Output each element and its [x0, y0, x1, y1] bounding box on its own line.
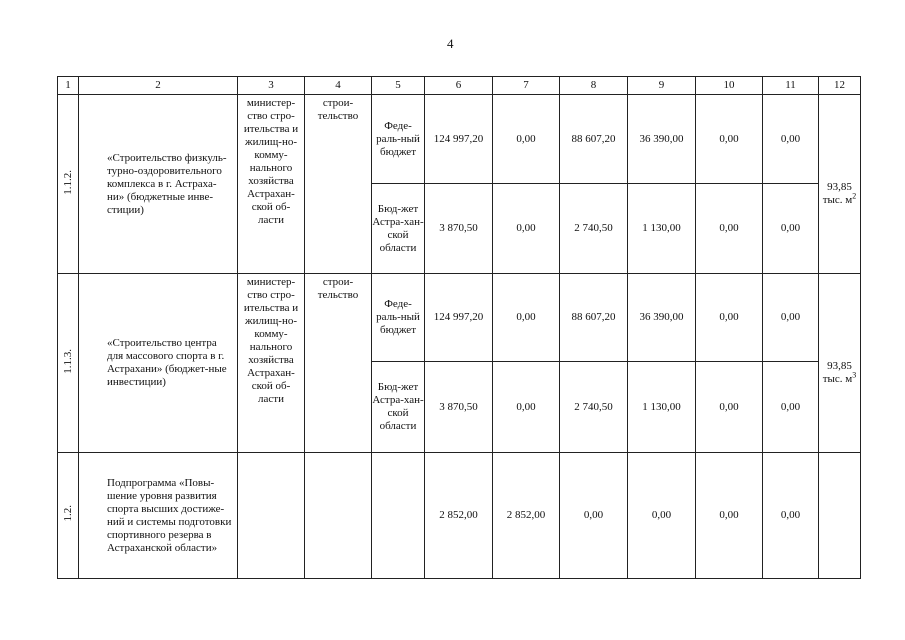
value-cell: 3 870,50: [425, 184, 493, 274]
result-unit: тыс. м: [822, 194, 853, 206]
value-cell: 0,00: [493, 274, 560, 362]
col-header: 7: [493, 77, 560, 95]
section-cell: строи-тельство: [305, 274, 372, 453]
header-row: [58, 77, 861, 95]
responsible-cell: [238, 453, 305, 579]
value-cell: 0,00: [696, 362, 763, 453]
value-cell: 0,00: [628, 453, 696, 579]
result-indicator: [823, 181, 857, 207]
row-name: Подпрограмма «Повы-шение уровня развития спорта высших достиже-ний и системы подготовки спортивного резерва в Астраханской области»: [79, 453, 238, 579]
value-cell: 124 997,20: [425, 95, 493, 184]
result-cell: [819, 274, 861, 453]
section-cell: строи-тельство: [305, 95, 372, 274]
value-cell: 1 130,00: [628, 184, 696, 274]
source-cell: [372, 453, 425, 579]
value-cell: 0,00: [763, 453, 819, 579]
value-cell: 36 390,00: [628, 274, 696, 362]
source-cell: Бюд-жет Астра-хан-ской области: [372, 362, 425, 453]
value-cell: 0,00: [696, 184, 763, 274]
col-header: 2: [79, 77, 238, 95]
col-header: 5: [372, 77, 425, 95]
table-row: [58, 274, 861, 362]
col-header: 10: [696, 77, 763, 95]
source-cell: Бюд-жет Астра-хан-ской области: [372, 184, 425, 274]
row-number: 1.2.: [61, 505, 74, 522]
col-header: 11: [763, 77, 819, 95]
row-name: «Строительство центра для массового спорта в г. Астрахани» (бюджет-ные инвестиции): [79, 274, 238, 453]
source-cell: Феде-раль-ный бюджет: [372, 274, 425, 362]
responsible-cell: министер-ство стро-ительства и жилищ-но-комму-нального хозяйства Астрахан-ской об-ласти: [238, 95, 305, 274]
col-header: 6: [425, 77, 493, 95]
value-cell: 1 130,00: [628, 362, 696, 453]
result-unit-exponent: 3: [852, 370, 857, 380]
row-number-cell: [58, 274, 79, 453]
result-unit: тыс. м: [822, 373, 853, 385]
value-cell: 36 390,00: [628, 95, 696, 184]
responsible-cell: министер-ство стро-ительства и жилищ-но-комму-нального хозяйства Астрахан-ской об-ласти: [238, 274, 305, 453]
value-cell: 2 852,00: [425, 453, 493, 579]
page-number: 4: [447, 36, 454, 51]
row-name: «Строительство физкуль-турно-оздоровительного комплекса в г. Астраха-ни» (бюджетные инве-стиции): [79, 95, 238, 274]
value-cell: 2 852,00: [493, 453, 560, 579]
row-number-cell: [58, 95, 79, 274]
row-number-cell: [58, 453, 79, 579]
budget-table: [57, 76, 861, 579]
value-cell: 124 997,20: [425, 274, 493, 362]
col-header: 4: [305, 77, 372, 95]
source-cell: Феде-раль-ный бюджет: [372, 95, 425, 184]
value-cell: 2 740,50: [560, 184, 628, 274]
table-row: [58, 95, 861, 184]
result-value: 93,85: [827, 360, 852, 372]
value-cell: 88 607,20: [560, 274, 628, 362]
row-number: 1.1.2.: [61, 169, 74, 195]
col-header: 12: [819, 77, 861, 95]
value-cell: 0,00: [493, 95, 560, 184]
section-cell: [305, 453, 372, 579]
value-cell: 0,00: [493, 184, 560, 274]
result-cell: [819, 95, 861, 274]
row-number: 1.1.3.: [61, 348, 74, 374]
value-cell: 0,00: [763, 95, 819, 184]
value-cell: 0,00: [763, 274, 819, 362]
result-unit-exponent: 2: [852, 191, 857, 201]
col-header: 3: [238, 77, 305, 95]
result-indicator: [823, 360, 857, 386]
value-cell: 0,00: [560, 453, 628, 579]
table-row: [58, 453, 861, 579]
value-cell: 2 740,50: [560, 362, 628, 453]
value-cell: 88 607,20: [560, 95, 628, 184]
col-header: 1: [58, 77, 79, 95]
result-cell: [819, 453, 861, 579]
value-cell: 3 870,50: [425, 362, 493, 453]
result-value: 93,85: [827, 181, 852, 193]
value-cell: 0,00: [696, 453, 763, 579]
value-cell: 0,00: [696, 95, 763, 184]
value-cell: 0,00: [696, 274, 763, 362]
value-cell: 0,00: [763, 184, 819, 274]
col-header: 8: [560, 77, 628, 95]
value-cell: 0,00: [493, 362, 560, 453]
value-cell: 0,00: [763, 362, 819, 453]
col-header: 9: [628, 77, 696, 95]
